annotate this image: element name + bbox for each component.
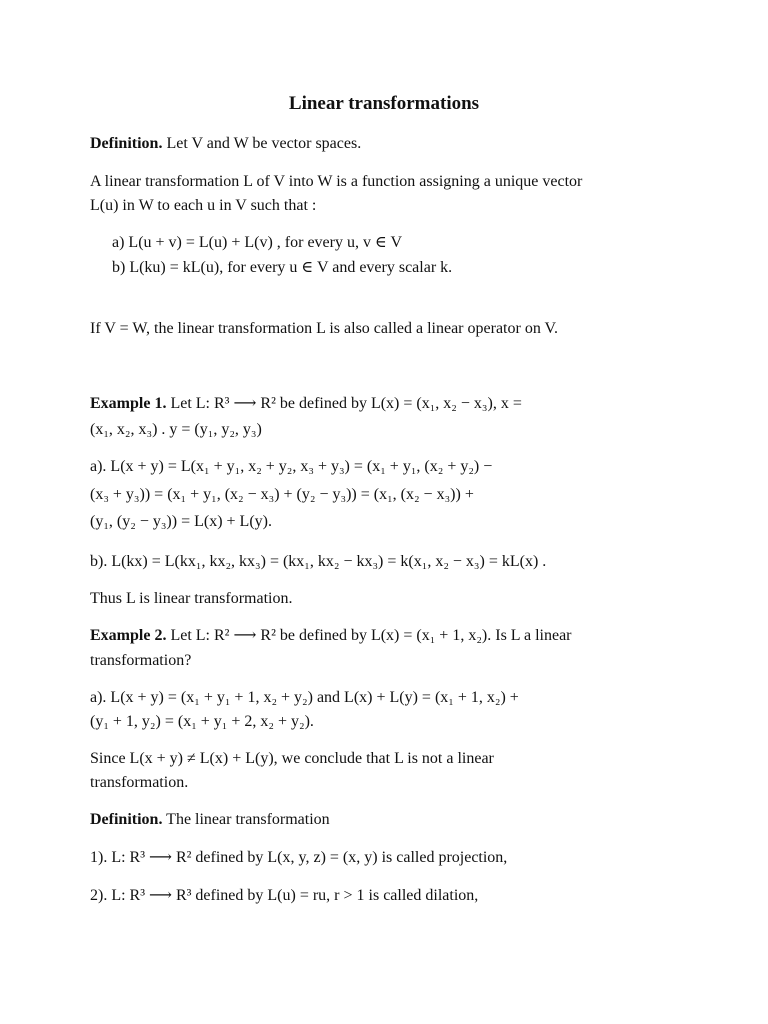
condition-a: a) L(u + v) = L(u) + L(v) , for every u, v ∈ V	[112, 234, 403, 251]
definition-1	[90, 134, 361, 154]
definition-text: Let V and W be vector spaces.	[162, 135, 362, 152]
derivation-line: a). L(x + y) = L(x₁ + y₁, x₂ + y₂, x₃ + y₃) = (x₁ + y₁, (x₂ + y₂) −	[90, 458, 493, 475]
definition-2	[90, 810, 330, 830]
paragraph-line: A linear transformation L of V into W is a function assigning a unique vector	[90, 173, 583, 190]
condition-b: b) L(ku) = kL(u), for every u ∈ V and every scalar k.	[112, 259, 453, 276]
conclusion-line: Since L(x + y) ≠ L(x) + L(y), we conclude that L is not a linear	[90, 750, 494, 767]
list-item-projection: 1). L: R³ ⟶ R² defined by L(x, y, z) = (x, y) is called projection,	[90, 849, 508, 866]
paragraph-line: L(u) in W to each u in V such that :	[90, 197, 317, 214]
derivation-line: (x₃ + y₃)) = (x₁ + y₁, (x₂ − x₃) + (y₂ − y₃)) = (x₁, (x₂ − x₃)) +	[90, 486, 474, 503]
derivation-line: a). L(x + y) = (x₁ + y₁ + 1, x₂ + y₂) and L(x) + L(y) = (x₁ + 1, x₂) +	[90, 689, 519, 706]
conclusion-line: Thus L is linear transformation.	[90, 590, 293, 607]
example-2	[90, 626, 572, 646]
example-text: Let L: R² ⟶ R² be defined by L(x) = (x₁ + 1, x₂). Is L a linear	[166, 627, 572, 644]
conclusion-line: transformation.	[90, 774, 189, 791]
operator-note: If V = W, the linear transformation L is also called a linear operator on V.	[90, 320, 559, 337]
paragraph-line: transformation?	[90, 652, 192, 669]
page-title: Linear transformations	[288, 93, 480, 114]
derivation-line: b). L(kx) = L(kx₁, kx₂, kx₃) = (kx₁, kx₂ − kx₃) = k(x₁, x₂ − x₃) = kL(x) .	[90, 553, 547, 570]
example-text: Let L: R³ ⟶ R² be defined by L(x) = (x₁, x₂ − x₃), x =	[166, 395, 522, 412]
derivation-line: (y₁, (y₂ − y₃)) = L(x) + L(y).	[90, 513, 272, 530]
paragraph-line: (x₁, x₂, x₃) . y = (y₁, y₂, y₃)	[90, 421, 262, 438]
definition-label: Definition.	[90, 135, 163, 152]
example-label: Example 1.	[90, 395, 167, 412]
definition-label: Definition.	[90, 811, 163, 828]
derivation-line: (y₁ + 1, y₂) = (x₁ + y₁ + 2, x₂ + y₂).	[90, 713, 314, 730]
example-1	[90, 394, 522, 414]
list-item-dilation: 2). L: R³ ⟶ R³ defined by L(u) = ru, r > 1 is called dilation,	[90, 887, 479, 904]
example-label: Example 2.	[90, 627, 167, 644]
definition-text: The linear transformation	[162, 811, 330, 828]
